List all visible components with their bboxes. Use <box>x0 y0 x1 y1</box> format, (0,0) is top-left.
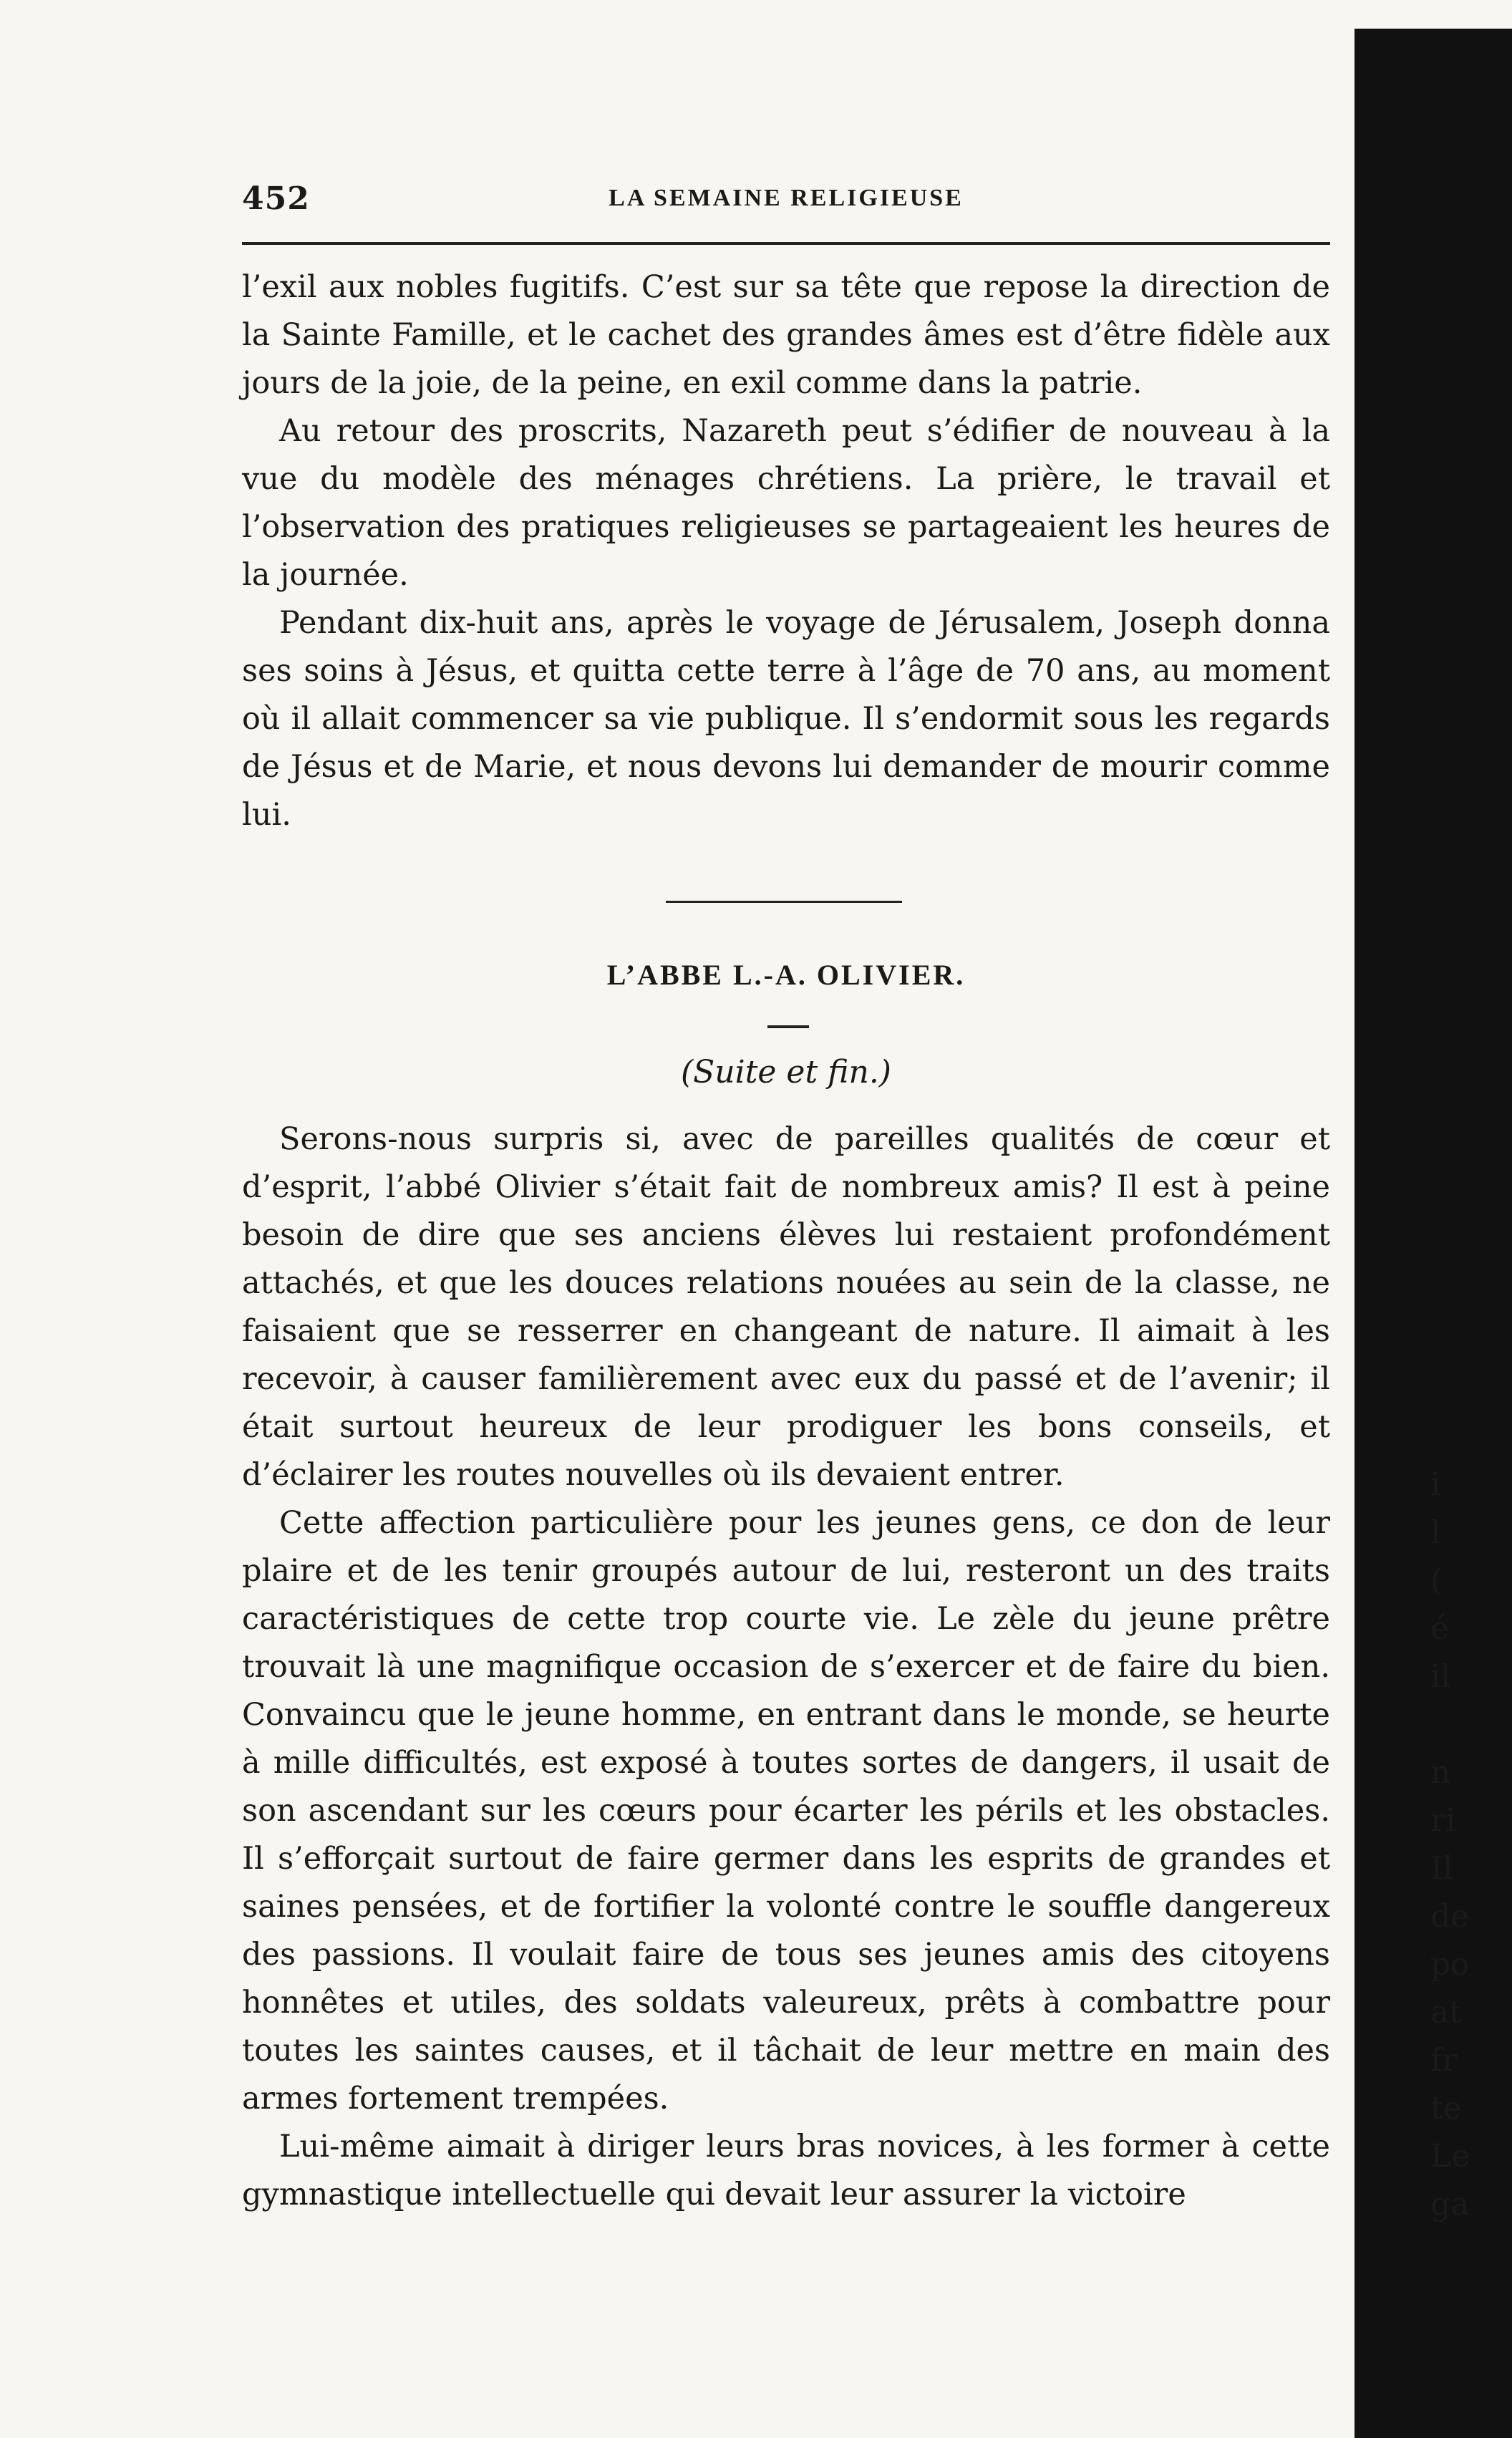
margin-fragment: il <box>1430 1658 1451 1695</box>
section-subtitle: (Suite et fin.) <box>681 1054 891 1090</box>
margin-fragment: fr <box>1430 2042 1458 2079</box>
page-number: 452 <box>242 180 310 217</box>
margin-fragment: ga <box>1430 2186 1470 2222</box>
margin-fragment: ri <box>1430 1802 1456 1839</box>
margin-fragment: Le <box>1430 2138 1470 2175</box>
margin-fragment: i <box>1430 1466 1441 1503</box>
margin-fragment: ( <box>1430 1562 1443 1599</box>
margin-fragment: é <box>1430 1610 1450 1647</box>
paragraph: Cette affection particulière pour les jeunes gens, ce don de leur plaire et de les tenir groupés autour de lui, resteront un des traits caractéristiques de cette trop courte vie. Le zèle du jeune prêtre trouvait là une magnifique occasion de s’exercer et de faire du bien. Convaincu que le jeune homme, en entrant dans le monde, se heurte à mille difficultés, est exposé à toutes sortes de dangers, il usait de son ascendant sur les cœurs pour écarter les périls et les obstacles. Il s’efforçait surtout de faire germer dans les esprits de grandes et saines pensées, et de fortifier la volonté contre le souffle dangereux des passions. Il voulait faire de tous ses jeunes amis des citoyens honnêtes et utiles, des soldats valeureux, prêts à combattre pour toutes les saintes causes, et il tâchait de leur mettre en main des armes fortement trempées. <box>242 1505 1330 2117</box>
page-header <box>242 180 1330 223</box>
title-underline <box>767 1025 809 1028</box>
margin-fragment: Il <box>1430 1850 1453 1887</box>
margin-fragment: at <box>1430 1994 1462 2031</box>
paragraph: Lui-même aimait à diriger leurs bras novices, à les former à cette gymnastique intellectuelle qui devait leur assurer la victoire <box>242 2129 1330 2212</box>
margin-fragment: de <box>1430 1898 1470 1935</box>
paragraph: Pendant dix-huit ans, après le voyage de Jérusalem, Joseph donna ses soins à Jésus, et quitta cette terre à l’âge de 70 ans, au moment où il allait commencer sa vie publique. Il s’endormit sous les regards de Jésus et de Marie, et nous devons lui demander de mourir comme lui. <box>242 605 1330 833</box>
section-separator <box>666 901 902 903</box>
margin-fragment <box>1430 1701 1473 1748</box>
header-rule <box>242 242 1330 245</box>
running-title: LA SEMAINE RELIGIEUSE <box>609 185 964 211</box>
paragraph: l’exil aux nobles fugitifs. C’est sur sa tête que repose la direction de la Sainte Famille, et le cachet des grandes âmes est d’être fidèle aux jours de la joie, de la peine, en exil comme dans la patrie. <box>242 269 1330 401</box>
body-text-abbe-olivier <box>242 1116 1330 2219</box>
paragraph: Serons-nous surpris si, avec de pareilles qualités de cœur et d’esprit, l’abbé Olivier s’était fait de nombreux amis? Il est à peine besoin de dire que ses anciens élèves lui restaient profondément attachés, et que les douces relations nouées au sein de la classe, ne faisaient que se resserrer en changeant de nature. Il aimait à les recevoir, à causer familièrement avec eux du passé et de l’avenir; il était surtout heureux de leur prodiguer les bons conseils, et d’éclairer les routes nouvelles où ils devaient entrer. <box>242 1121 1330 1493</box>
margin-fragment: l <box>1430 1514 1441 1551</box>
adjacent-page-fragments <box>1430 1461 1473 2228</box>
section-title: L’ABBE L.-A. OLIVIER. <box>606 959 966 991</box>
margin-fragment: n <box>1430 1754 1451 1791</box>
body-text-saint-joseph <box>242 263 1330 839</box>
margin-fragment: te <box>1430 2090 1462 2127</box>
margin-fragment: po <box>1430 1946 1470 1983</box>
paragraph: Au retour des proscrits, Nazareth peut s’édifier de nouveau à la vue du modèle des ménages chrétiens. La prière, le travail et l’observation des pratiques religieuses se partageaient les heures de la journée. <box>242 413 1330 593</box>
